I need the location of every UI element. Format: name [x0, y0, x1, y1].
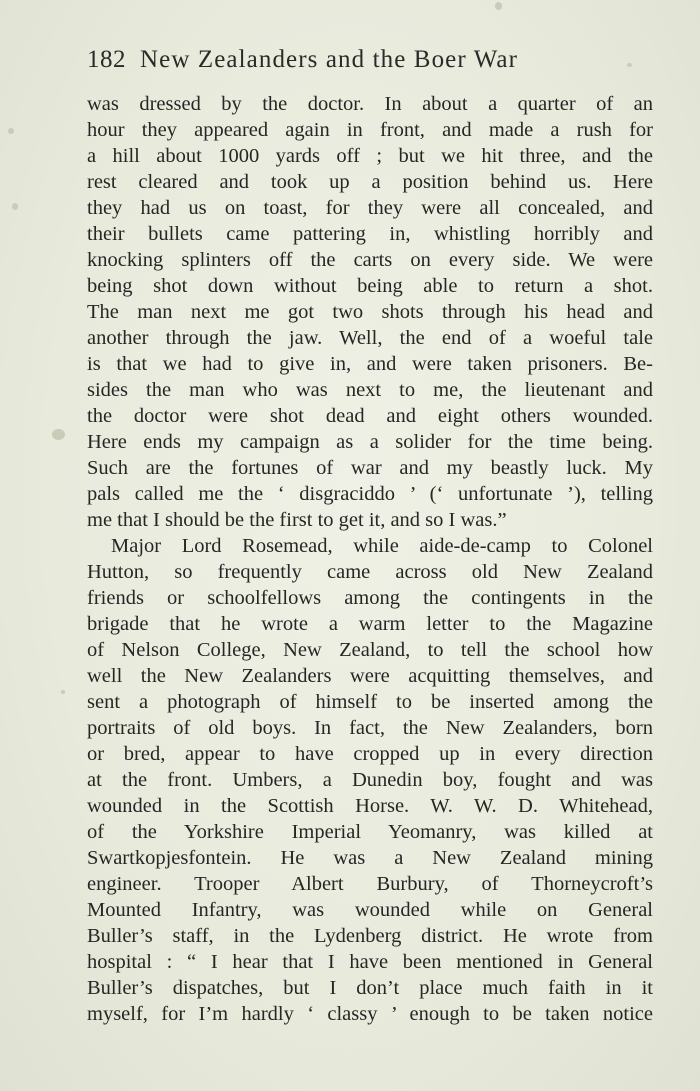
- paragraph: [87, 91, 653, 533]
- text-line: of the Yorkshire Imperial Yeomanry, was killed at: [87, 821, 653, 843]
- text-line: or bred, appear to have cropped up in every direction: [87, 743, 653, 765]
- paper-speck: [12, 203, 18, 210]
- text-line: hour they appeared again in front, and made a rush for: [87, 119, 653, 141]
- text-line: is that we had to give in, and were taken prisoners. Be-: [87, 353, 653, 375]
- text-line: the doctor were shot dead and eight others wounded.: [87, 405, 653, 427]
- text-line: Mounted Infantry, was wounded while on General: [87, 899, 653, 921]
- text-line: Here ends my campaign as a solider for the time being.: [87, 431, 653, 453]
- text-line: a hill about 1000 yards off ; but we hit three, and the: [87, 145, 653, 167]
- text-line: wounded in the Scottish Horse. W. W. D. Whitehead,: [87, 795, 653, 817]
- text-line: engineer. Trooper Albert Burbury, of Thorneycroft’s: [87, 873, 653, 895]
- text-line: Buller’s staff, in the Lydenberg district. He wrote from: [87, 925, 653, 947]
- text-line: knocking splinters off the carts on every side. We were: [87, 249, 653, 271]
- text-line: well the New Zealanders were acquitting themselves, and: [87, 665, 653, 687]
- body-text: [87, 91, 653, 1027]
- text-line: sides the man who was next to me, the lieutenant and: [87, 379, 653, 401]
- paper-speck: [61, 690, 65, 694]
- text-line: rest cleared and took up a position behind us. Here: [87, 171, 653, 193]
- text-line: Hutton, so frequently came across old New Zealand: [87, 561, 653, 583]
- text-line: of Nelson College, New Zealand, to tell the school how: [87, 639, 653, 661]
- paper-speck: [627, 63, 632, 67]
- text-line: Buller’s dispatches, but I don’t place much faith in it: [87, 977, 653, 999]
- paper-speck: [495, 2, 502, 10]
- text-line: me that I should be the first to get it, and so I was.”: [87, 509, 507, 531]
- text-line: sent a photograph of himself to be inserted among the: [87, 691, 653, 713]
- paper-speck: [8, 128, 14, 134]
- text-line: another through the jaw. Well, the end of a woeful tale: [87, 327, 653, 349]
- running-title: New Zealanders and the Boer War: [140, 46, 519, 73]
- text-line: at the front. Umbers, a Dunedin boy, fought and was: [87, 769, 653, 791]
- text-line: was dressed by the doctor. In about a quarter of an: [87, 93, 653, 115]
- text-line: The man next me got two shots through his head and: [87, 301, 653, 323]
- text-line: brigade that he wrote a warm letter to the Magazine: [87, 613, 653, 635]
- text-line: being shot down without being able to return a shot.: [87, 275, 653, 297]
- running-header: [87, 46, 617, 74]
- text-line: hospital : “ I hear that I have been mentioned in General: [87, 951, 653, 973]
- paragraph: [87, 533, 653, 1027]
- paper-speck: [52, 429, 65, 440]
- text-line: friends or schoolfellows among the contingents in the: [87, 587, 653, 609]
- page-number: 182: [87, 46, 126, 73]
- text-line: portraits of old boys. In fact, the New Zealanders, born: [87, 717, 653, 739]
- text-line: Major Lord Rosemead, while aide-de-camp to Colonel: [111, 535, 653, 557]
- text-line: Swartkopjesfontein. He was a New Zealand mining: [87, 847, 653, 869]
- text-line: pals called me the ‘ disgraciddo ’ (‘ unfortunate ’), telling: [87, 483, 653, 505]
- text-line: myself, for I’m hardly ‘ classy ’ enough to be taken notice: [87, 1003, 653, 1025]
- text-line: their bullets came pattering in, whistling horribly and: [87, 223, 653, 245]
- text-line: Such are the fortunes of war and my beastly luck. My: [87, 457, 653, 479]
- text-line: they had us on toast, for they were all concealed, and: [87, 197, 653, 219]
